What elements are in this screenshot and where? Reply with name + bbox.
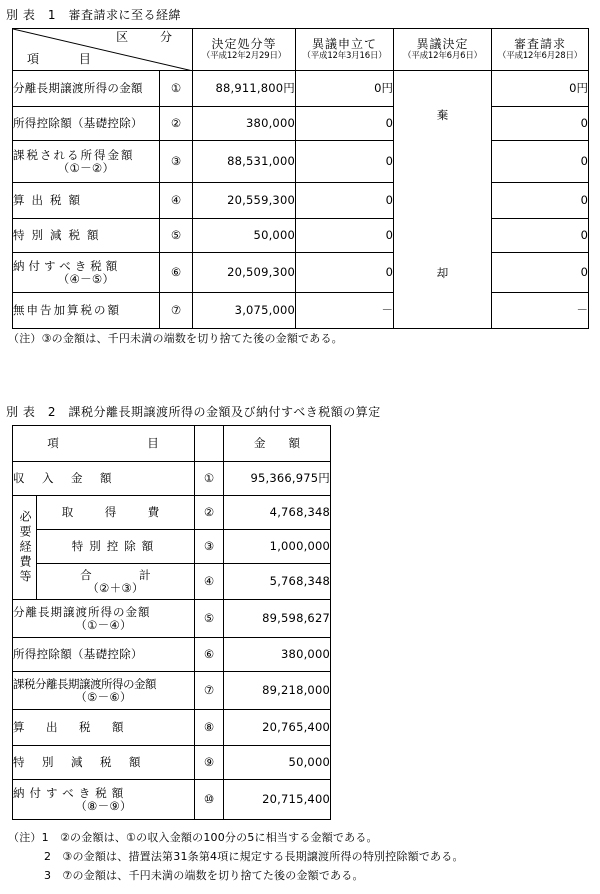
decision-top-char: 棄 xyxy=(436,108,449,122)
decision-merged-cell xyxy=(394,71,492,329)
table-row: 算出税額 ④ 20,559,300 0 0 xyxy=(13,183,589,219)
table1 xyxy=(12,28,589,329)
table2-note-1: （注）1 ②の金額は、①の収入金額の100分の5に相当する金額である。 xyxy=(8,831,378,844)
table-row: 課税分離長期譲渡所得の金額 （⑤－⑥） ⑦ 89,218,000 xyxy=(13,672,331,710)
table1-title: 別 表 1 審査請求に至る経緯 xyxy=(6,8,181,22)
table-row: 必要経費等 取 得 費 ② 4,768,348 xyxy=(13,496,331,530)
table-row: 課税される所得金額 （①－②） ③ 88,531,000 0 0 xyxy=(13,141,589,183)
table-row: 納付すべき税額 （⑧－⑨） ⑩ 20,715,400 xyxy=(13,780,331,820)
table2-title: 別 表 2 課税分離長期譲渡所得の金額及び納付すべき税額の算定 xyxy=(6,405,381,419)
header-amount: 金 額 xyxy=(224,426,331,462)
table-row: 分離長期譲渡所得の金額 （①－④） ⑤ 89,598,627 xyxy=(13,600,331,638)
table-row: 算 出 税 額 ⑧ 20,765,400 xyxy=(13,710,331,746)
table-row: 所得控除額（基礎控除） ② 380,000 0 0 xyxy=(13,107,589,141)
column-header-2: 異議申立て （平成12年3月16日） xyxy=(296,29,394,71)
table1-corner-header xyxy=(13,29,193,71)
column-header-3: 異議決定 （平成12年6月6日） xyxy=(394,29,492,71)
table1-note: （注）③の金額は、千円未満の端数を切り捨てた後の金額である。 xyxy=(8,332,343,345)
table-row: 合 計 （②＋③） ④ 5,768,348 xyxy=(13,564,331,600)
table-row: 特別減税額 ⑤ 50,000 0 0 xyxy=(13,219,589,253)
corner-bottom-label: 項 目 xyxy=(27,52,109,66)
header-item: 項 目 xyxy=(13,426,195,462)
side-label-cell xyxy=(13,496,37,600)
corner-top-label: 区 分 xyxy=(116,30,186,44)
table-row: 無申告加算税の額 ⑦ 3,075,000 － － xyxy=(13,293,589,329)
table-row: 特 別 減 税 額 ⑨ 50,000 xyxy=(13,746,331,780)
table-row: 収 入 金 額 ① 95,366,975円 xyxy=(13,462,331,496)
column-header-1: 決定処分等 （平成12年2月29日） xyxy=(193,29,296,71)
side-label: 必要経費等 xyxy=(18,510,32,585)
decision-bottom-char: 却 xyxy=(436,266,449,280)
table-row: 所得控除額（基礎控除） ⑥ 380,000 xyxy=(13,638,331,672)
table2 xyxy=(12,425,331,820)
table2-note-2: 2 ③の金額は、措置法第31条第4項に規定する長期譲渡所得の特別控除額である。 xyxy=(44,850,464,863)
table-row: 分離長期譲渡所得の金額 ① 88,911,800円 0円 棄 却 0円 xyxy=(13,71,589,107)
table2-note-3: 3 ⑦の金額は、千円未満の端数を切り捨てた後の金額である。 xyxy=(44,869,364,882)
table-row: 特別控除額 ③ 1,000,000 xyxy=(13,530,331,564)
column-header-4: 審査請求 （平成12年6月28日） xyxy=(492,29,589,71)
table-row: 納付すべき税額 （④－⑤） ⑥ 20,509,300 0 0 xyxy=(13,253,589,293)
